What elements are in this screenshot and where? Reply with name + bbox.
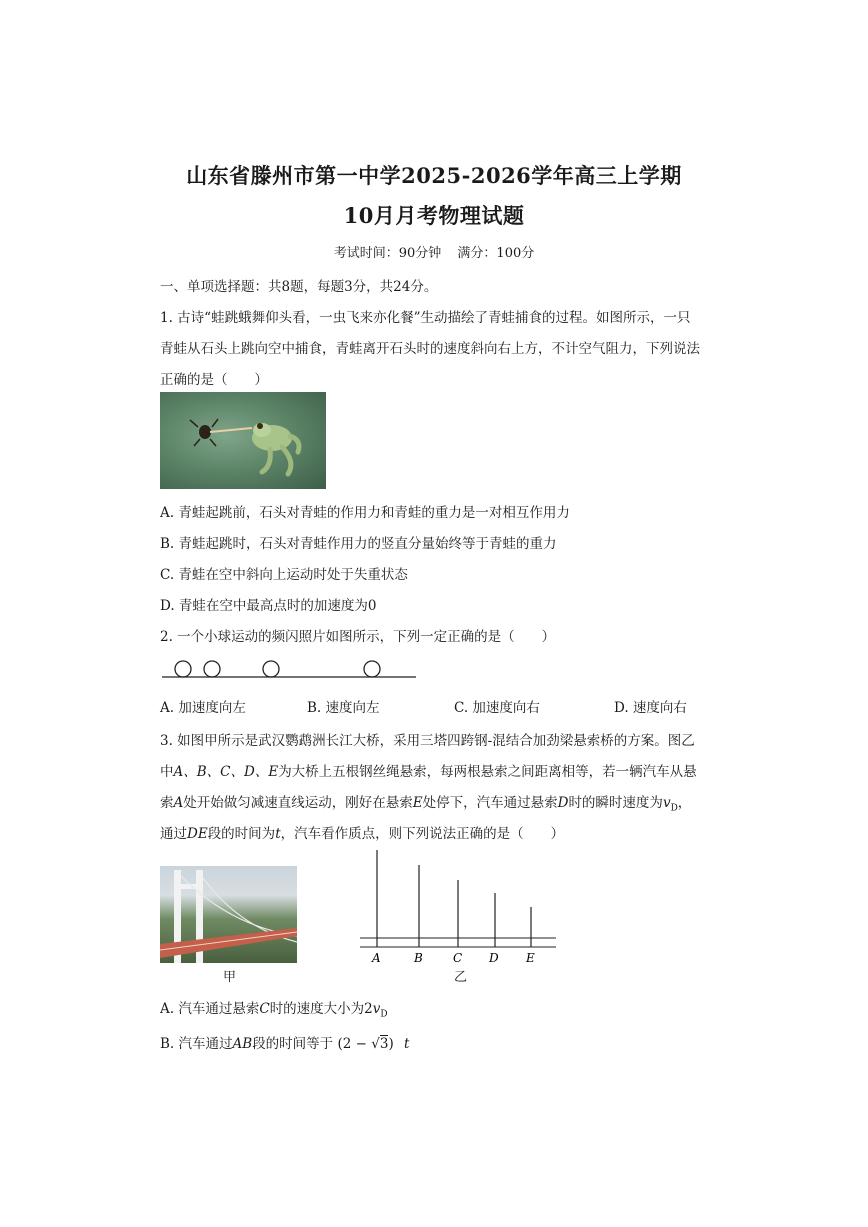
q2-option-b: B. 速度向左 — [307, 700, 380, 716]
exam-info — [0, 242, 868, 261]
q3-text: A. 汽车通过悬索 — [160, 1001, 260, 1017]
q3-stem-line1: 3. 如图甲所示是武汉鹦鹉洲长江大桥，采用三塔四跨钢-混结合加劲梁悬索桥的方案。图乙 — [160, 733, 695, 749]
q1-option-a: A. 青蛙起跳前，石头对青蛙的作用力和青蛙的重力是一对相互作用力 — [160, 505, 570, 521]
full-score: 满分：100分 — [457, 246, 535, 261]
q3-text: 时的瞬时速度为 — [568, 795, 663, 811]
q3-var: t — [404, 1036, 410, 1052]
q3-option-a — [160, 997, 388, 1020]
q3-var: v — [662, 795, 671, 811]
q3-text: 段的时间为 — [207, 826, 276, 842]
q3-text: 段的时间等于 — [252, 1036, 334, 1052]
frog-photo — [160, 392, 326, 489]
q1-stem-line2: 青蛙从石头上跳向空中捕食，青蛙离开石头时的速度斜向右上方，不计空气阻力，下列说法 — [160, 341, 700, 357]
cable-label-d: D — [489, 951, 499, 965]
cable-label-a: A — [372, 951, 381, 965]
ball-3 — [263, 661, 279, 677]
q1-stem-line1: 1. 古诗“蛙跳蛾舞仰头看，一虫飞来亦化餐”生动描绘了青蛙捕食的过程。如图所示，一只 — [160, 310, 691, 326]
q3-text: 中 — [160, 764, 174, 780]
exam-time: 考试时间：90分钟 — [333, 246, 442, 261]
q3-math-radicand: 3 — [379, 1036, 389, 1052]
q1-option-b: B. 青蛙起跳时，石头对青蛙作用力的竖直分量始终等于青蛙的重力 — [160, 536, 557, 552]
bridge-photo — [160, 866, 297, 963]
q1-option-d: D. 青蛙在空中最高点时的加速度为0 — [160, 598, 377, 614]
q3-option-b — [160, 1032, 409, 1052]
figure-yi-label: 乙 — [454, 970, 468, 985]
ball-4 — [364, 661, 380, 677]
q3-var: AB — [232, 1036, 253, 1052]
q3-text: 索 — [160, 795, 174, 811]
cable-label-c: C — [453, 951, 463, 965]
sqrt-icon: √ — [371, 1036, 380, 1052]
q3-subscript: D — [380, 1009, 388, 1020]
q3-var: DE — [187, 826, 208, 842]
q3-cable-letters: A、B、C、D、E — [173, 764, 279, 780]
q2-stem: 2. 一个小球运动的频闪照片如图所示，下列一定正确的是（ ） — [160, 629, 556, 645]
cable-diagram — [356, 848, 560, 966]
q3-stem-line4 — [160, 822, 564, 842]
q2-option-d: D. 速度向右 — [614, 700, 687, 716]
q2-option-a: A. 加速度向左 — [160, 700, 246, 716]
section-heading: 一、单项选择题：共8题，每题3分，共24分。 — [160, 279, 438, 295]
q3-text: 时的速度大小为2 — [269, 1001, 373, 1017]
page-subtitle: 10月月考物理试题 — [343, 203, 525, 228]
q3-var: A — [173, 795, 184, 811]
page-title: 山东省滕州市第一中学2025-2026学年高三上学期 — [186, 163, 682, 188]
q3-text: 处停下，汽车通过悬索 — [422, 795, 558, 811]
q3-text: 通过 — [160, 826, 187, 842]
q3-text: ，汽车看作质点，则下列说法正确的是（ ） — [280, 826, 565, 842]
cable-label-b: B — [414, 951, 423, 965]
q3-var: E — [412, 795, 423, 811]
q3-var: v — [372, 1001, 381, 1017]
q3-stem-line3 — [160, 791, 691, 814]
strobe-photo-diagram — [160, 655, 420, 681]
q3-var: t — [275, 826, 281, 842]
ball-2 — [204, 661, 220, 677]
ball-1 — [175, 661, 191, 677]
bridge-icon — [160, 866, 297, 963]
q3-text: 为大桥上五根钢丝绳悬索，每两根悬索之间距离相等，若一辆汽车从悬 — [278, 764, 697, 780]
q3-var: D — [557, 795, 569, 811]
frog-icon — [160, 392, 326, 489]
q3-math: (2 − — [337, 1036, 372, 1052]
q3-subscript: D — [670, 803, 678, 814]
cable-label-e: E — [526, 951, 535, 965]
figure-jia-label: 甲 — [223, 970, 237, 985]
q3-text: ， — [677, 795, 692, 811]
q3-stem-line2 — [160, 760, 697, 780]
q3-text: 处开始做匀减速直线运动，刚好在悬索 — [183, 795, 413, 811]
q3-text: B. 汽车通过 — [160, 1036, 233, 1052]
q3-var: C — [259, 1001, 270, 1017]
q1-stem-line3: 正确的是（ ） — [160, 372, 268, 388]
q1-option-c: C. 青蛙在空中斜向上运动时处于失重状态 — [160, 567, 408, 583]
q2-option-c: C. 加速度向右 — [454, 700, 540, 716]
q3-math: ) — [388, 1036, 394, 1052]
